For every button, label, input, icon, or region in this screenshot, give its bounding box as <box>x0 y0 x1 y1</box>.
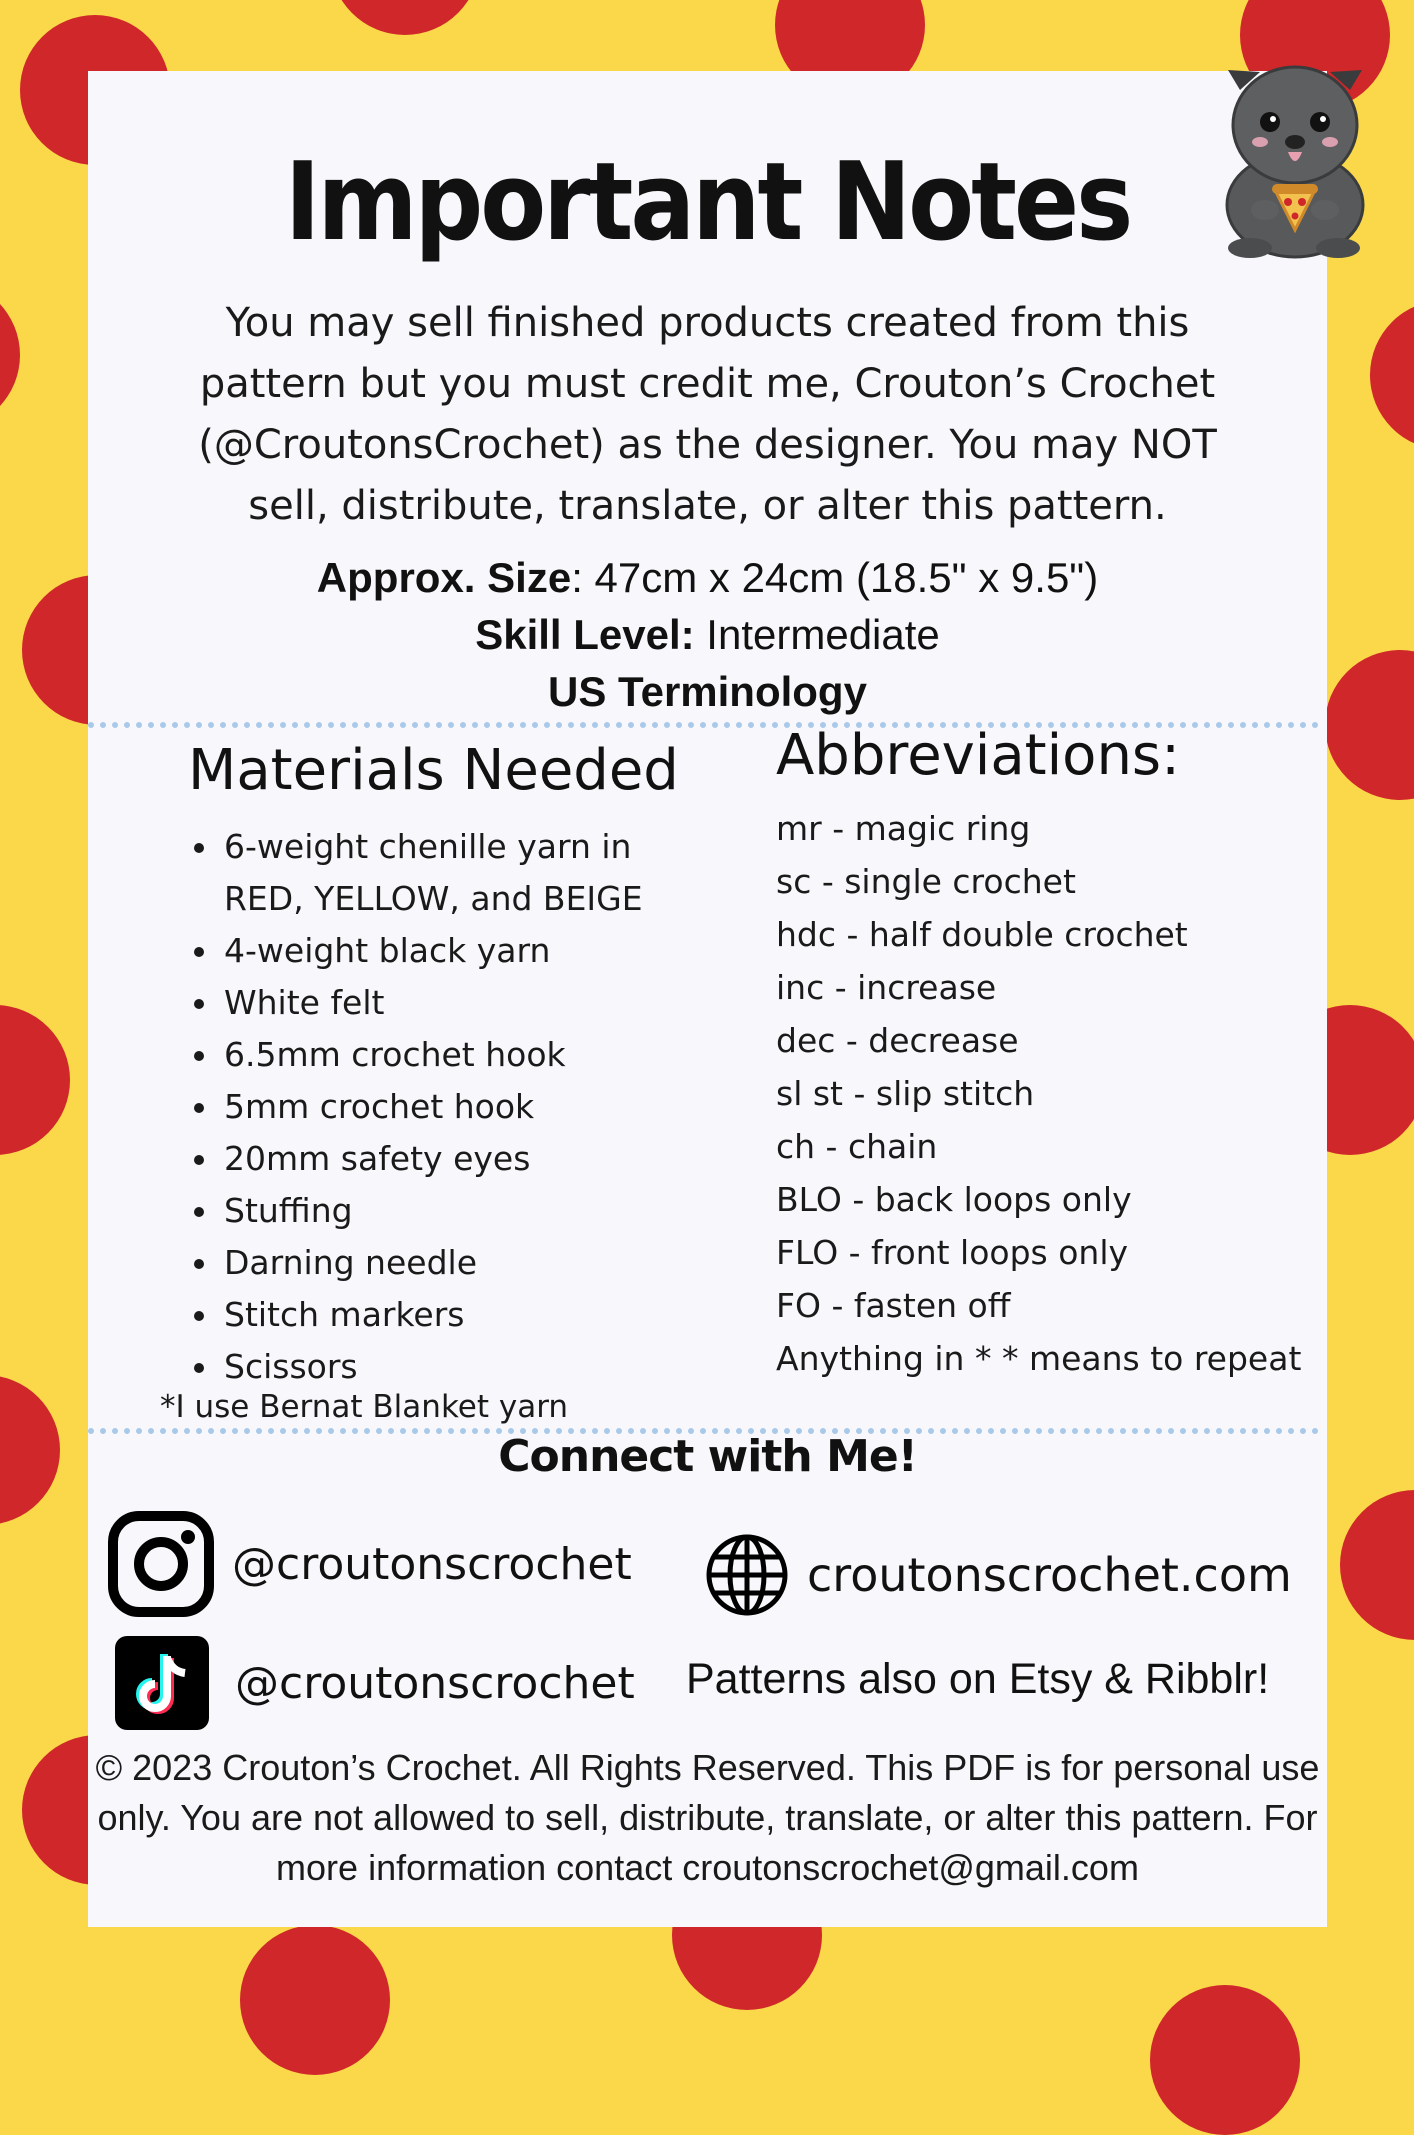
list-item: 20mm safety eyes <box>188 1133 748 1185</box>
size-value: : 47cm x 24cm (18.5" x 9.5") <box>571 554 1099 601</box>
list-item: Scissors <box>188 1341 748 1393</box>
list-item: FLO - front loops only <box>776 1233 1129 1272</box>
list-item: Stitch markers <box>188 1289 748 1341</box>
instagram-handle: @croutonscrochet <box>232 1538 632 1590</box>
size-line <box>88 549 1327 606</box>
website-url: croutonscrochet.com <box>807 1548 1292 1602</box>
background-dot <box>1325 650 1414 800</box>
skill-value: Intermediate <box>694 611 940 658</box>
globe-icon <box>705 1533 789 1617</box>
list-item: Stuffing <box>188 1185 748 1237</box>
tiktok-handle: @croutonscrochet <box>235 1657 635 1709</box>
copyright-notice: © 2023 Crouton’s Crochet. All Rights Reserved. This PDF is for personal use only. You are not allowed to sell, distribute, translate, or alter this pattern. For more information contact croutonscrochet@gmail.com <box>95 1747 1320 1888</box>
list-item: sl st - slip stitch <box>776 1074 1035 1113</box>
usage-terms: You may sell finished products created from this pattern but you must credit me, Crouton’s Crochet (@CroutonsCrochet) as the designer. You may NOT sell, distribute, translate, or alter this pattern. <box>198 300 1217 529</box>
abbreviations-heading: Abbreviations: <box>776 723 1180 788</box>
list-item: 6-weight chenille yarn in RED, YELLOW, and BEIGE <box>188 821 664 925</box>
list-item: Anything in * * means to repeat <box>776 1339 1302 1378</box>
list-item: BLO - back loops only <box>776 1180 1132 1219</box>
notes-card <box>88 71 1327 1927</box>
etsy-ribblr-note: Patterns also on Etsy & Ribblr! <box>686 1655 1270 1703</box>
list-item: dec - decrease <box>776 1021 1019 1060</box>
terminology-line <box>88 663 1327 720</box>
list-item: mr - magic ring <box>776 809 1031 848</box>
instagram-link[interactable] <box>108 1511 632 1617</box>
background-dot <box>0 280 20 430</box>
background-dot <box>240 1925 390 2075</box>
background-dot <box>1370 300 1414 450</box>
pattern-specs <box>88 549 1327 720</box>
pug-mascot-icon <box>1220 30 1370 260</box>
list-item: Darning needle <box>188 1237 748 1289</box>
terminology: US Terminology <box>548 668 867 715</box>
tiktok-icon <box>115 1636 209 1730</box>
list-item: sc - single crochet <box>776 862 1076 901</box>
background-dot <box>1340 1490 1414 1640</box>
skill-label: Skill Level: <box>475 611 695 658</box>
materials-section <box>188 731 748 1393</box>
website-link[interactable] <box>705 1533 1292 1617</box>
list-item: White felt <box>188 977 748 1029</box>
tiktok-link[interactable] <box>115 1636 635 1730</box>
list-item: inc - increase <box>776 968 997 1007</box>
materials-list <box>188 821 748 1393</box>
skill-line <box>88 606 1327 663</box>
background-dot <box>0 1005 70 1155</box>
list-item: 4-weight black yarn <box>188 925 748 977</box>
list-item: ch - chain <box>776 1127 938 1166</box>
list-item: FO - fasten off <box>776 1286 1011 1325</box>
abbreviations-section <box>776 716 1316 1385</box>
instagram-icon <box>108 1511 214 1617</box>
list-item: 6.5mm crochet hook <box>188 1029 748 1081</box>
background-dot <box>1150 1985 1300 2135</box>
yarn-footnote: *I use Bernat Blanket yarn <box>160 1389 569 1425</box>
list-item: 5mm crochet hook <box>188 1081 748 1133</box>
abbreviations-list <box>776 802 1316 1385</box>
background-dot <box>330 0 480 35</box>
connect-heading: Connect with Me! <box>498 1431 917 1482</box>
page-title: Important Notes <box>284 139 1131 265</box>
list-item: hdc - half double crochet <box>776 915 1188 954</box>
background-dot <box>0 1375 60 1525</box>
size-label: Approx. Size <box>316 554 572 601</box>
materials-heading: Materials Needed <box>188 738 679 803</box>
